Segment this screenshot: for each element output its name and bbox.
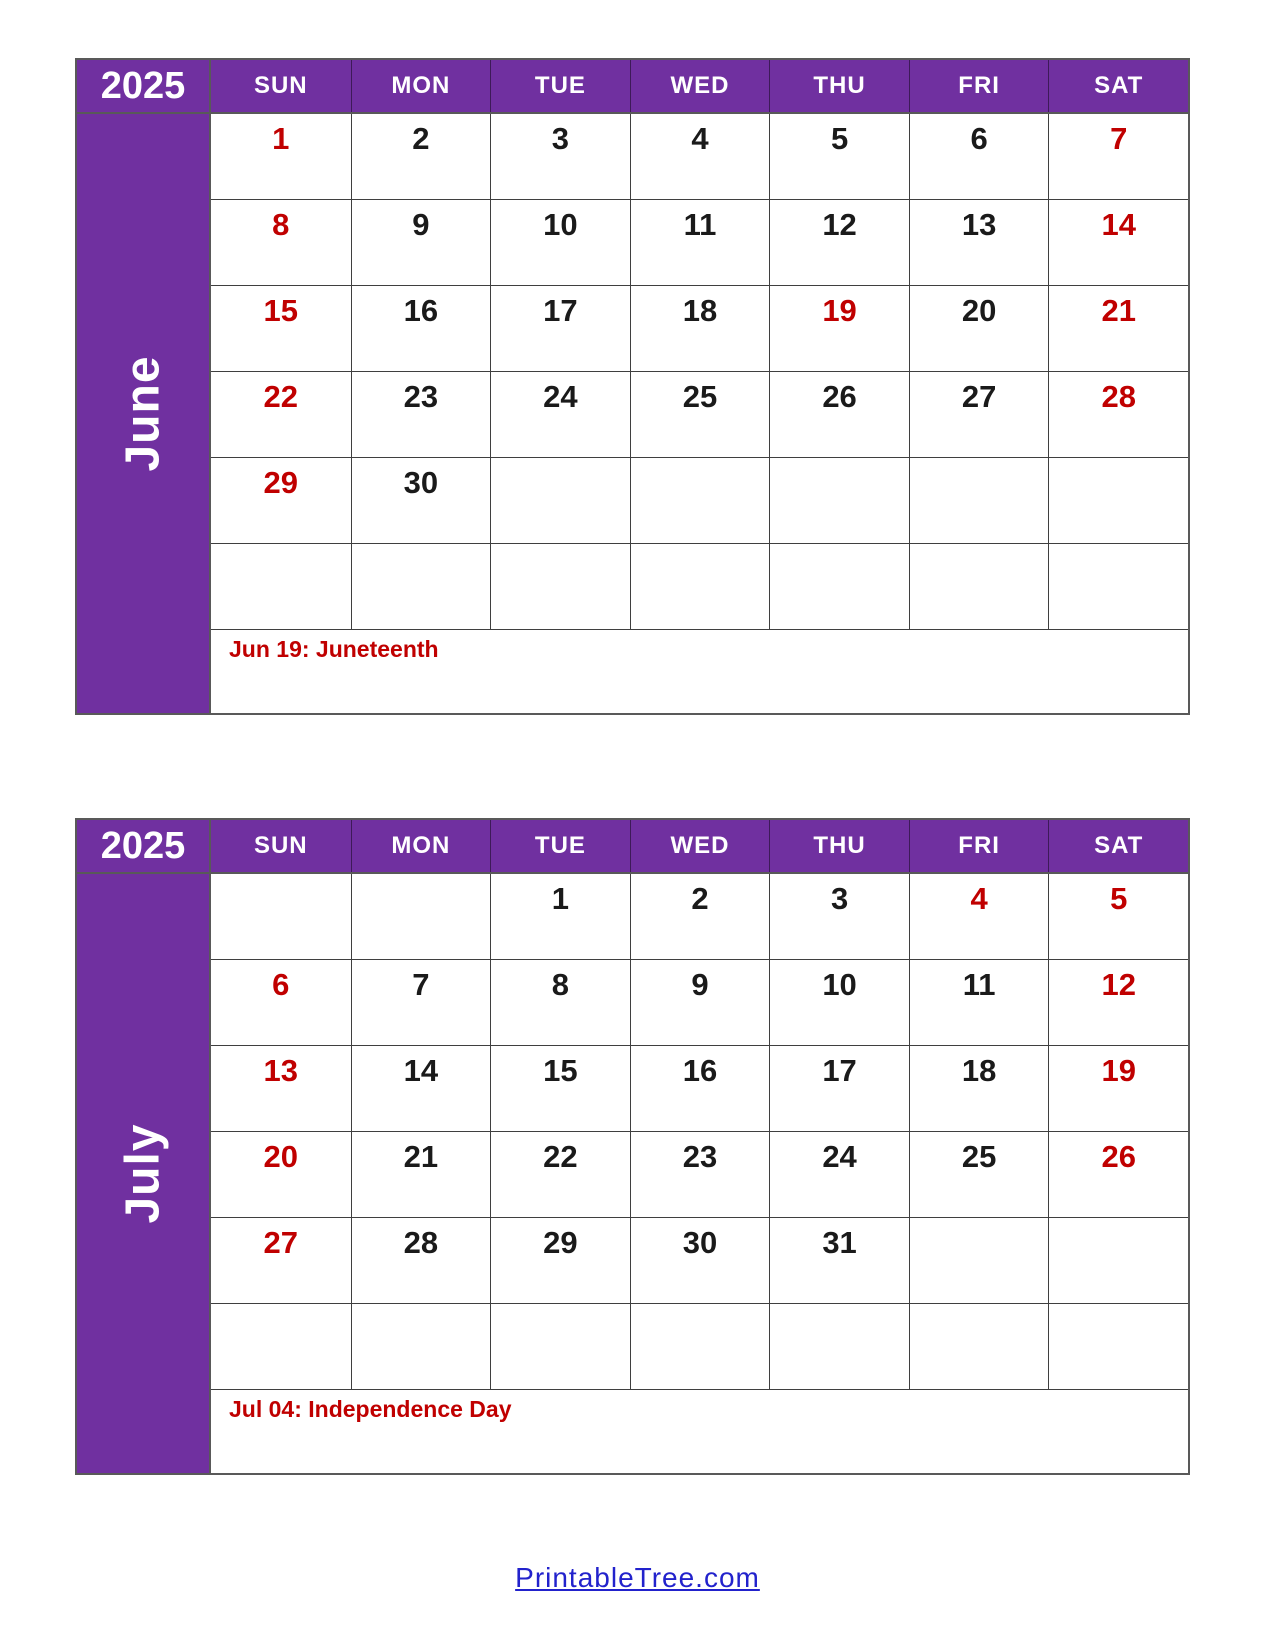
day-cell: 12 xyxy=(769,200,909,286)
day-cell: 28 xyxy=(351,1218,491,1304)
empty-day-cell xyxy=(909,1304,1049,1390)
day-of-week-header: SUN xyxy=(253,832,308,859)
day-cell: 5 xyxy=(1048,874,1188,960)
day-of-week-header-row xyxy=(211,60,1188,114)
day-cell: 13 xyxy=(909,200,1049,286)
day-of-week-header: TUE xyxy=(490,820,630,872)
day-cell: 8 xyxy=(490,960,630,1046)
day-cell: 26 xyxy=(1048,1132,1188,1218)
day-cell: 8 xyxy=(211,200,351,286)
day-cell: 29 xyxy=(211,458,351,544)
day-cell: 24 xyxy=(490,372,630,458)
day-cell: 10 xyxy=(769,960,909,1046)
day-cell: 31 xyxy=(769,1218,909,1304)
day-of-week-header: SUN xyxy=(253,72,308,99)
month-label: July xyxy=(116,1123,170,1224)
empty-day-cell xyxy=(1048,544,1188,630)
day-cell: 3 xyxy=(769,874,909,960)
day-cell: 16 xyxy=(351,286,491,372)
day-cell: 6 xyxy=(211,960,351,1046)
day-cell: 17 xyxy=(769,1046,909,1132)
day-cell: 15 xyxy=(211,286,351,372)
day-cell: 20 xyxy=(909,286,1049,372)
day-cell: 14 xyxy=(351,1046,491,1132)
day-cell: 27 xyxy=(211,1218,351,1304)
empty-day-cell xyxy=(1048,458,1188,544)
empty-day-cell xyxy=(630,458,770,544)
day-cell: 7 xyxy=(351,960,491,1046)
day-of-week-header: TUE xyxy=(490,60,630,112)
day-cell: 2 xyxy=(351,114,491,200)
day-cell: 27 xyxy=(909,372,1049,458)
day-cell: 4 xyxy=(630,114,770,200)
month-grid xyxy=(211,60,1188,713)
month-grid xyxy=(211,820,1188,1473)
empty-day-cell xyxy=(211,1304,351,1390)
day-of-week-header: SAT xyxy=(1048,60,1188,112)
day-of-week-header: MON xyxy=(351,820,491,872)
day-cell: 25 xyxy=(909,1132,1049,1218)
day-cell: 20 xyxy=(211,1132,351,1218)
empty-day-cell xyxy=(769,544,909,630)
empty-day-cell xyxy=(351,874,491,960)
holiday-note-text: Jun 19: Juneteenth xyxy=(229,636,439,662)
day-cell: 21 xyxy=(1048,286,1188,372)
day-cell: 25 xyxy=(630,372,770,458)
day-of-week-header: SAT xyxy=(1048,820,1188,872)
month-name-panel xyxy=(77,874,209,1473)
empty-day-cell xyxy=(1048,1304,1188,1390)
day-cell: 30 xyxy=(351,458,491,544)
day-cell: 26 xyxy=(769,372,909,458)
footer-link[interactable]: PrintableTree.com xyxy=(515,1562,760,1593)
year-badge: 2025 xyxy=(77,60,209,114)
empty-day-cell xyxy=(769,1304,909,1390)
empty-day-cell xyxy=(909,544,1049,630)
empty-day-cell xyxy=(909,1218,1049,1304)
day-cell: 17 xyxy=(490,286,630,372)
day-cell: 1 xyxy=(211,114,351,200)
empty-day-cell xyxy=(490,1304,630,1390)
month-name-panel xyxy=(77,114,209,713)
calendar-june xyxy=(75,58,1190,715)
footer xyxy=(0,1562,1275,1594)
day-cell: 21 xyxy=(351,1132,491,1218)
empty-day-cell xyxy=(909,458,1049,544)
day-of-week-header: FRI xyxy=(909,60,1049,112)
empty-day-cell xyxy=(490,544,630,630)
holiday-note-text: Jul 04: Independence Day xyxy=(229,1396,512,1422)
day-cell: 22 xyxy=(490,1132,630,1218)
day-cell: 19 xyxy=(1048,1046,1188,1132)
day-cell: 23 xyxy=(351,372,491,458)
empty-day-cell xyxy=(211,874,351,960)
holiday-note xyxy=(211,630,1188,713)
day-of-week-header: FRI xyxy=(909,820,1049,872)
month-column xyxy=(77,60,211,713)
day-of-week-header: WED xyxy=(630,60,770,112)
weeks-grid xyxy=(211,114,1188,630)
day-of-week-header: THU xyxy=(769,60,909,112)
day-of-week-header-row xyxy=(211,820,1188,874)
day-cell: 14 xyxy=(1048,200,1188,286)
day-cell: 9 xyxy=(351,200,491,286)
day-cell: 13 xyxy=(211,1046,351,1132)
empty-day-cell xyxy=(211,544,351,630)
day-cell: 15 xyxy=(490,1046,630,1132)
day-cell: 7 xyxy=(1048,114,1188,200)
day-cell: 4 xyxy=(909,874,1049,960)
day-cell: 1 xyxy=(490,874,630,960)
day-cell: 10 xyxy=(490,200,630,286)
day-cell: 6 xyxy=(909,114,1049,200)
month-label: June xyxy=(116,355,170,472)
day-cell: 11 xyxy=(909,960,1049,1046)
day-cell: 9 xyxy=(630,960,770,1046)
day-cell: 18 xyxy=(909,1046,1049,1132)
weeks-grid xyxy=(211,874,1188,1390)
day-cell: 30 xyxy=(630,1218,770,1304)
empty-day-cell xyxy=(630,544,770,630)
day-cell: 12 xyxy=(1048,960,1188,1046)
empty-day-cell xyxy=(769,458,909,544)
empty-day-cell xyxy=(1048,1218,1188,1304)
empty-day-cell xyxy=(351,1304,491,1390)
empty-day-cell xyxy=(490,458,630,544)
year-badge: 2025 xyxy=(77,820,209,874)
day-cell: 3 xyxy=(490,114,630,200)
empty-day-cell xyxy=(630,1304,770,1390)
day-cell: 28 xyxy=(1048,372,1188,458)
month-column xyxy=(77,820,211,1473)
day-of-week-header: WED xyxy=(630,820,770,872)
day-of-week-header: THU xyxy=(769,820,909,872)
empty-day-cell xyxy=(351,544,491,630)
day-cell: 2 xyxy=(630,874,770,960)
day-cell: 19 xyxy=(769,286,909,372)
day-cell: 16 xyxy=(630,1046,770,1132)
day-cell: 22 xyxy=(211,372,351,458)
holiday-note xyxy=(211,1390,1188,1473)
day-cell: 29 xyxy=(490,1218,630,1304)
calendar-july xyxy=(75,818,1190,1475)
day-cell: 5 xyxy=(769,114,909,200)
day-cell: 24 xyxy=(769,1132,909,1218)
day-of-week-header: MON xyxy=(351,60,491,112)
day-cell: 11 xyxy=(630,200,770,286)
day-cell: 23 xyxy=(630,1132,770,1218)
day-cell: 18 xyxy=(630,286,770,372)
